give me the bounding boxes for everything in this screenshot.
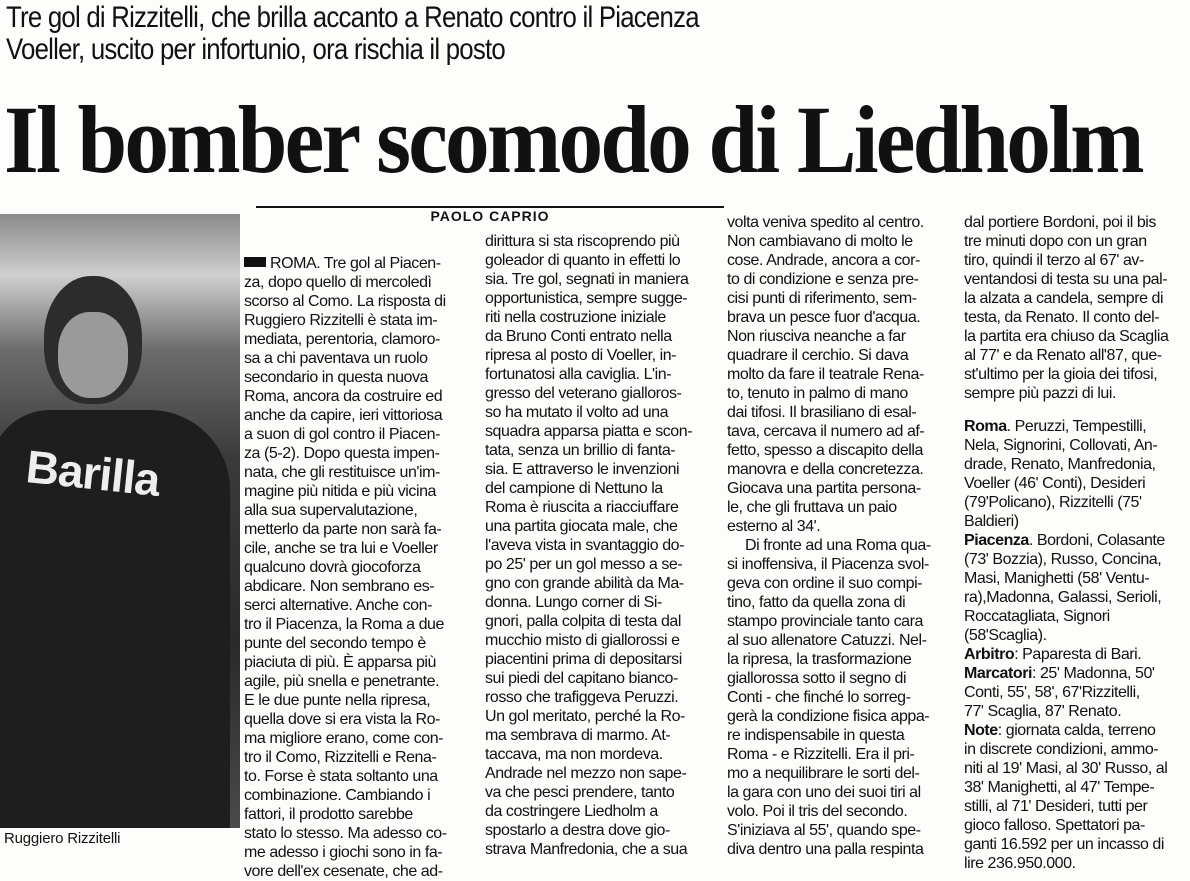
- text-line-content: quella dove si era vista la Ro-: [244, 711, 440, 728]
- text-line: [727, 726, 959, 745]
- text-line-content: stampo provinciale tanto cara: [727, 613, 923, 630]
- text-line: [964, 683, 1188, 702]
- text-line-content: re indispensabile in questa: [727, 727, 905, 744]
- text-line-content: da Bruno Conti entrato nella: [485, 328, 672, 345]
- text-line: [727, 536, 959, 555]
- text-line-content: ra),Madonna, Galassi, Serioli,: [964, 589, 1162, 606]
- text-line: [727, 441, 959, 460]
- text-line: [485, 232, 717, 251]
- text-line: [244, 311, 476, 330]
- text-line-content: Roma - e Rizzitelli. Era il pri-: [727, 746, 915, 763]
- text-line: [964, 270, 1188, 289]
- text-line-content: S'iniziava al 55', quando spe-: [727, 822, 921, 839]
- text-line: [244, 843, 476, 862]
- text-line: [485, 745, 717, 764]
- text-line-content: (79'Policano), Rizzitelli (75': [964, 494, 1142, 511]
- text-line: [727, 498, 959, 517]
- text-line: [964, 702, 1188, 721]
- text-line: [964, 308, 1188, 327]
- text-line-content: dai tifosi. Il brasiliano di esal-: [727, 404, 917, 421]
- text-line: [244, 634, 476, 653]
- text-line-content: Non riusciva neanche a far: [727, 328, 906, 345]
- text-line: [964, 531, 1188, 550]
- text-line: [485, 555, 717, 574]
- stats-label: Marcatori: [964, 665, 1032, 682]
- text-line-content: anche da capire, ieri vittoriosa: [244, 407, 443, 424]
- text-line-content: Voeller (46' Conti), Desideri: [964, 475, 1146, 492]
- text-line-content: . Bordoni, Colasante: [1028, 532, 1165, 549]
- text-line-content: to di condizione e senza pre-: [727, 271, 919, 288]
- text-line-content: geva con ordine il suo compi-: [727, 575, 923, 592]
- text-line-content: stato lo stesso. Ma adesso co-: [244, 825, 447, 842]
- text-line: [244, 786, 476, 805]
- text-line: [727, 650, 959, 669]
- text-line-content: Conti - che finché lo sorreg-: [727, 689, 911, 706]
- text-line-content: Nela, Signorini, Collovati, An-: [964, 437, 1158, 454]
- text-line: [244, 767, 476, 786]
- text-line: [485, 783, 717, 802]
- text-line-content: za (5-2). Dopo questa impen-: [244, 445, 440, 462]
- text-line-content: donna. Lungo corner di Si-: [485, 594, 662, 611]
- text-line: [964, 327, 1188, 346]
- text-line: [244, 539, 476, 558]
- article-column-3: [727, 213, 959, 859]
- text-line-content: secondario in questa nuova: [244, 369, 428, 386]
- text-line-content: sempre più pazzi di lui.: [964, 385, 1116, 402]
- text-line-content: stilli, al 71' Desideri, tutti per: [964, 798, 1148, 815]
- text-line: [964, 664, 1188, 683]
- stats-label: Piacenza: [964, 532, 1029, 549]
- text-line: [485, 479, 717, 498]
- text-line-content: magine più nitida e più vicina: [244, 483, 436, 500]
- text-line-content: diva dentro una palla respinta: [727, 841, 924, 858]
- text-line-content: (58'Scaglia).: [964, 627, 1047, 644]
- text-line: [485, 403, 717, 422]
- text-line: [244, 273, 476, 292]
- text-line: [485, 726, 717, 745]
- text-line-content: goleador di quanto in effetti lo: [485, 252, 681, 269]
- text-line: [964, 835, 1188, 854]
- kicker-line-1: Tre gol di Rizzitelli, che brilla accanto a Renato contro il Piacenza: [6, 1, 699, 34]
- text-line: [727, 707, 959, 726]
- text-line-content: : Paparesta di Bari.: [1014, 646, 1142, 663]
- text-line: [727, 840, 959, 859]
- headline: Il bomber scomodo di Liedholm: [4, 86, 1142, 193]
- text-line-content: ma sembrava di marmo. At-: [485, 727, 671, 744]
- text-line-content: cose. Andrade, ancora a cor-: [727, 252, 920, 269]
- text-line: [964, 474, 1188, 493]
- text-line: [727, 574, 959, 593]
- text-line: [727, 688, 959, 707]
- text-line: [964, 346, 1188, 365]
- text-line: [727, 517, 959, 536]
- text-line-content: mo a nequilibrare le sorti del-: [727, 765, 920, 782]
- text-line: [244, 349, 476, 368]
- text-line: [485, 517, 717, 536]
- text-line: [964, 436, 1188, 455]
- text-line: [485, 650, 717, 669]
- text-line-content: agile, più snella e penetrante.: [244, 673, 440, 690]
- text-line: [485, 802, 717, 821]
- text-line: [244, 330, 476, 349]
- text-line-content: mediata, perentoria, clamoro-: [244, 331, 440, 348]
- text-line: [244, 292, 476, 311]
- text-line: [964, 493, 1188, 512]
- text-line-content: dal portiere Bordoni, poi il bis: [964, 214, 1156, 231]
- text-line-content: una partita giocata male, che: [485, 518, 678, 535]
- text-line: [244, 501, 476, 520]
- text-line-content: to, tenuto in palmo di mano: [727, 385, 908, 402]
- text-line-content: al suo allenatore Catuzzi. Nel-: [727, 632, 927, 649]
- text-line: [727, 612, 959, 631]
- text-line-content: fetto, spesso a discapito della: [727, 442, 923, 459]
- photo-face: [58, 312, 128, 398]
- text-line: [485, 574, 717, 593]
- article-column-1: [244, 254, 476, 881]
- stats-label: Note: [964, 722, 998, 739]
- text-line-content: dirittura si sta riscoprendo più: [485, 233, 680, 250]
- text-line: [485, 821, 717, 840]
- text-line-content: squadra apparsa piatta e scon-: [485, 423, 693, 440]
- byline: PAOLO CAPRIO: [430, 208, 550, 224]
- text-line: [727, 251, 959, 270]
- text-line: [727, 802, 959, 821]
- text-line: [485, 536, 717, 555]
- text-line-content: E le due punte nella ripresa,: [244, 692, 431, 709]
- text-line: [727, 365, 959, 384]
- text-line-content: Giocava una partita persona-: [727, 480, 921, 497]
- text-line: [244, 520, 476, 539]
- text-line: [727, 308, 959, 327]
- text-line: [485, 270, 717, 289]
- text-line: [727, 631, 959, 650]
- text-line-content: taccava, ma non mordeva.: [485, 746, 663, 763]
- photo-shirt-sponsor: Barilla: [23, 440, 162, 506]
- text-line: [964, 740, 1188, 759]
- text-line-content: manovra e della concretezza.: [727, 461, 924, 478]
- text-line-content: . Peruzzi, Tempestilli,: [1006, 418, 1147, 435]
- text-line-content: esterno al 34'.: [727, 518, 821, 535]
- text-line: [244, 444, 476, 463]
- text-line: [244, 387, 476, 406]
- text-line: [964, 588, 1188, 607]
- text-line: [485, 764, 717, 783]
- text-line-content: cisi punti di riferimento, sem-: [727, 290, 917, 307]
- text-line-content: Baldieri): [964, 513, 1019, 530]
- text-line: [727, 555, 959, 574]
- text-line-content: niti al 19' Masi, al 30' Russo, al: [964, 760, 1168, 777]
- text-line-content: lire 236.950.000.: [964, 855, 1076, 872]
- text-line-content: vore dell'ex cesenate, che ad-: [244, 863, 443, 880]
- text-line-content: Roma è riuscita a riacciuffare: [485, 499, 679, 516]
- text-line: [244, 710, 476, 729]
- text-line: [964, 721, 1188, 740]
- text-line: [727, 270, 959, 289]
- text-line-content: fattori, il prodotto sarebbe: [244, 806, 413, 823]
- text-line-content: Roccatagliata, Signori: [964, 608, 1110, 625]
- text-line-content: tata, senza un brillio di fanta-: [485, 442, 676, 459]
- text-line: [727, 821, 959, 840]
- text-line-content: combinazione. Cambiando i: [244, 787, 431, 804]
- text-line-content: Masi, Manighetti (58' Ventu-: [964, 570, 1150, 587]
- text-line: [727, 327, 959, 346]
- text-line: [244, 596, 476, 615]
- text-line-content: spostarlo a destra dove gio-: [485, 822, 670, 839]
- text-line-content: strava Manfredonia, che a sua: [485, 841, 688, 858]
- text-line: [727, 745, 959, 764]
- text-line: [964, 289, 1188, 308]
- text-line-content: fortunatosi alla caviglia. L'in-: [485, 366, 672, 383]
- text-line: [485, 441, 717, 460]
- stats-label: Arbitro: [964, 646, 1015, 663]
- text-line-content: Un gol meritato, perché la Ro-: [485, 708, 685, 725]
- text-line-content: a suon di gol contro il Piacen-: [244, 426, 440, 443]
- text-line-content: al 77' e da Renato all'87, que-: [964, 347, 1162, 364]
- text-line: [244, 558, 476, 577]
- text-line: [727, 289, 959, 308]
- text-line-content: 77' Scaglia, 87' Renato.: [964, 703, 1122, 720]
- paragraph-marker: [244, 257, 266, 267]
- text-line-content: sui piedi del capitano bianco-: [485, 670, 678, 687]
- text-line: [727, 232, 959, 251]
- text-line-content: serci alternative. Anche con-: [244, 597, 432, 614]
- text-line: [727, 403, 959, 422]
- text-line-content: sia. E attraverso le invenzioni: [485, 461, 680, 478]
- text-line-content: drade, Renato, Manfredonia,: [964, 456, 1156, 473]
- text-line-content: ma migliore erano, come con-: [244, 730, 444, 747]
- article-column-2: [485, 232, 717, 859]
- text-line-content: gnori, palla colpita di testa dal: [485, 613, 681, 630]
- text-line: [727, 783, 959, 802]
- text-line: [964, 365, 1188, 384]
- kicker: [6, 2, 1021, 66]
- text-line-content: gioco falloso. Spettatori pa-: [964, 817, 1145, 834]
- text-line-content: Andrade nel mezzo non sape-: [485, 765, 687, 782]
- text-line: [485, 384, 717, 403]
- text-line-content: punte del secondo tempo è: [244, 635, 426, 652]
- text-line: [727, 346, 959, 365]
- text-line: [485, 289, 717, 308]
- text-line: [964, 251, 1188, 270]
- text-line: [964, 816, 1188, 835]
- text-line-content: la ripresa, la trasformazione: [727, 651, 912, 668]
- text-line: [964, 626, 1188, 645]
- text-line: [727, 593, 959, 612]
- text-line-content: sia. Tre gol, segnati in maniera: [485, 271, 689, 288]
- text-line: [485, 593, 717, 612]
- text-line-content: opportunistica, sempre sugge-: [485, 290, 688, 307]
- text-line-content: 38' Manighetti, al 47' Tempe-: [964, 779, 1155, 796]
- text-line-content: brava un pesce fuor d'acqua.: [727, 309, 921, 326]
- text-line: [964, 384, 1188, 403]
- text-line-content: tino, fatto da quella zona di: [727, 594, 906, 611]
- photo-caption: Ruggiero Rizzitelli: [4, 830, 121, 847]
- text-line: [964, 778, 1188, 797]
- text-line-content: ROMA. Tre gol al Piacen-: [270, 255, 441, 272]
- text-line-content: nata, che gli restituisce un'im-: [244, 464, 440, 481]
- text-line: [485, 707, 717, 726]
- text-line-content: sa a chi paventava un ruolo: [244, 350, 428, 367]
- text-line: [485, 498, 717, 517]
- text-line-content: tava, cercava il numero ad af-: [727, 423, 925, 440]
- text-line-content: in discrete condizioni, ammo-: [964, 741, 1159, 758]
- text-line: [244, 748, 476, 767]
- text-line-content: gresso del veterano gialloros-: [485, 385, 682, 402]
- text-line: [727, 460, 959, 479]
- text-line-content: la partita era chiuso da Scaglia: [964, 328, 1169, 345]
- text-line-content: tre minuti dopo con un gran: [964, 233, 1147, 250]
- text-line: [244, 406, 476, 425]
- text-line-content: Non cambiavano di molto le: [727, 233, 913, 250]
- text-line-content: testa, da Renato. Il conto del-: [964, 309, 1160, 326]
- text-line: [485, 308, 717, 327]
- text-line-content: rosso che trafiggeva Peruzzi.: [485, 689, 679, 706]
- text-line: [727, 479, 959, 498]
- text-line: [964, 512, 1188, 531]
- text-line: [964, 417, 1188, 436]
- text-line-content: to. Forse è stata soltanto una: [244, 768, 438, 785]
- text-line: [485, 612, 717, 631]
- text-line: [485, 365, 717, 384]
- text-line-content: gno con grande abilità da Ma-: [485, 575, 684, 592]
- text-line-content: piaciuta di più. È apparsa più: [244, 654, 436, 671]
- text-line-content: ganti 16.592 per un incasso di: [964, 836, 1164, 853]
- text-line: [485, 346, 717, 365]
- text-line: [727, 213, 959, 232]
- text-line-content: tiro, quindi il terzo al 67' av-: [964, 252, 1144, 269]
- text-line-content: la alzata a candela, sempre di: [964, 290, 1164, 307]
- text-line-content: giallorossa sotto il segno di: [727, 670, 907, 687]
- text-line: [485, 840, 717, 859]
- text-line-content: piacentini prima di depositarsi: [485, 651, 682, 668]
- spacer: [964, 403, 1188, 417]
- text-line-content: Conti, 55', 58', 67'Rizzitelli,: [964, 684, 1140, 701]
- text-line: [964, 797, 1188, 816]
- text-line: [244, 729, 476, 748]
- text-line-content: riti nella costruzione iniziale: [485, 309, 666, 326]
- text-line: [964, 550, 1188, 569]
- text-line: [727, 764, 959, 783]
- text-line-content: del campione di Nettuno la: [485, 480, 663, 497]
- text-line: [485, 460, 717, 479]
- text-line: [244, 653, 476, 672]
- text-line-content: za, dopo quello di mercoledì: [244, 274, 432, 291]
- text-line-content: me adesso i giochi sono in fa-: [244, 844, 443, 861]
- text-line-content: Ruggiero Rizzitelli è stata im-: [244, 312, 438, 329]
- text-line-content: (73' Bozzia), Russo, Concina,: [964, 551, 1162, 568]
- text-line: [244, 368, 476, 387]
- text-line-content: : 25' Madonna, 50': [1031, 665, 1155, 682]
- text-line-content: tro il Como, Rizzitelli e Rena-: [244, 749, 437, 766]
- text-line-content: ventandosi di testa su una pal-: [964, 271, 1168, 288]
- text-line-content: gerà la condizione fisica appa-: [727, 708, 930, 725]
- text-line-content: si inoffensiva, il Piacenza svol-: [727, 556, 929, 573]
- article-column-4: [964, 213, 1188, 873]
- player-photo: [0, 214, 240, 828]
- text-line: [964, 232, 1188, 251]
- text-line-content: abdicare. Non sembrano es-: [244, 578, 435, 595]
- text-line: [727, 669, 959, 688]
- text-line-content: po 25' per un gol messo a se-: [485, 556, 683, 573]
- text-line-content: le, che gli fruttava un paio: [727, 499, 897, 516]
- text-line-content: da costringere Liedholm a: [485, 803, 658, 820]
- text-line: [964, 455, 1188, 474]
- text-line-content: qualcuno dovrà giocoforza: [244, 559, 421, 576]
- text-line-content: : giornata calda, terreno: [997, 722, 1156, 739]
- text-line-content: l'aveva vista in svantaggio do-: [485, 537, 685, 554]
- text-line-content: volo. Poi il tris del secondo.: [727, 803, 908, 820]
- text-line-content: tro il Piacenza, la Roma a due: [244, 616, 444, 633]
- text-line-content: la gara con uno dei suoi tiri al: [727, 784, 921, 801]
- text-line-content: st'ultimo per la gioia dei tifosi,: [964, 366, 1158, 383]
- text-line-content: cile, anche se tra lui e Voeller: [244, 540, 438, 557]
- text-line-content: alla sua supervalutazione,: [244, 502, 418, 519]
- text-line: [244, 463, 476, 482]
- text-line: [244, 615, 476, 634]
- text-line: [485, 422, 717, 441]
- text-line: [964, 569, 1188, 588]
- text-line-content: Di fronte ad una Roma qua-: [745, 537, 931, 554]
- text-line-content: scorso al Como. La risposta di: [244, 293, 446, 310]
- text-line-content: quadrare il cerchio. Si dava: [727, 347, 909, 364]
- text-line: [244, 254, 476, 273]
- text-line-content: so ha mutato il volto ad una: [485, 404, 669, 421]
- text-line-content: Roma, ancora da costruire ed: [244, 388, 443, 405]
- text-line-content: metterlo da parte non sarà fa-: [244, 521, 442, 538]
- kicker-line-2: Voeller, uscito per infortunio, ora rischia il posto: [6, 33, 505, 66]
- text-line: [727, 422, 959, 441]
- text-line: [964, 607, 1188, 626]
- text-line: [485, 251, 717, 270]
- text-line: [244, 691, 476, 710]
- text-line: [485, 631, 717, 650]
- text-line: [485, 688, 717, 707]
- text-line: [964, 759, 1188, 778]
- text-line: [964, 213, 1188, 232]
- text-line: [244, 425, 476, 444]
- text-line: [244, 824, 476, 843]
- text-line: [485, 327, 717, 346]
- text-line-content: mucchio misto di giallorossi e: [485, 632, 680, 649]
- text-line: [485, 669, 717, 688]
- text-line-content: ripresa al posto di Voeller, in-: [485, 347, 677, 364]
- text-line-content: molto da fare il teatrale Rena-: [727, 366, 924, 383]
- text-line: [727, 384, 959, 403]
- stats-label: Roma: [964, 418, 1007, 435]
- text-line-content: volta veniva spedito al centro.: [727, 214, 924, 231]
- text-line: [244, 482, 476, 501]
- text-line: [244, 862, 476, 881]
- text-line: [244, 577, 476, 596]
- text-line: [244, 672, 476, 691]
- text-line-content: va che pesci prendere, tanto: [485, 784, 675, 801]
- text-line: [244, 805, 476, 824]
- text-line: [964, 645, 1188, 664]
